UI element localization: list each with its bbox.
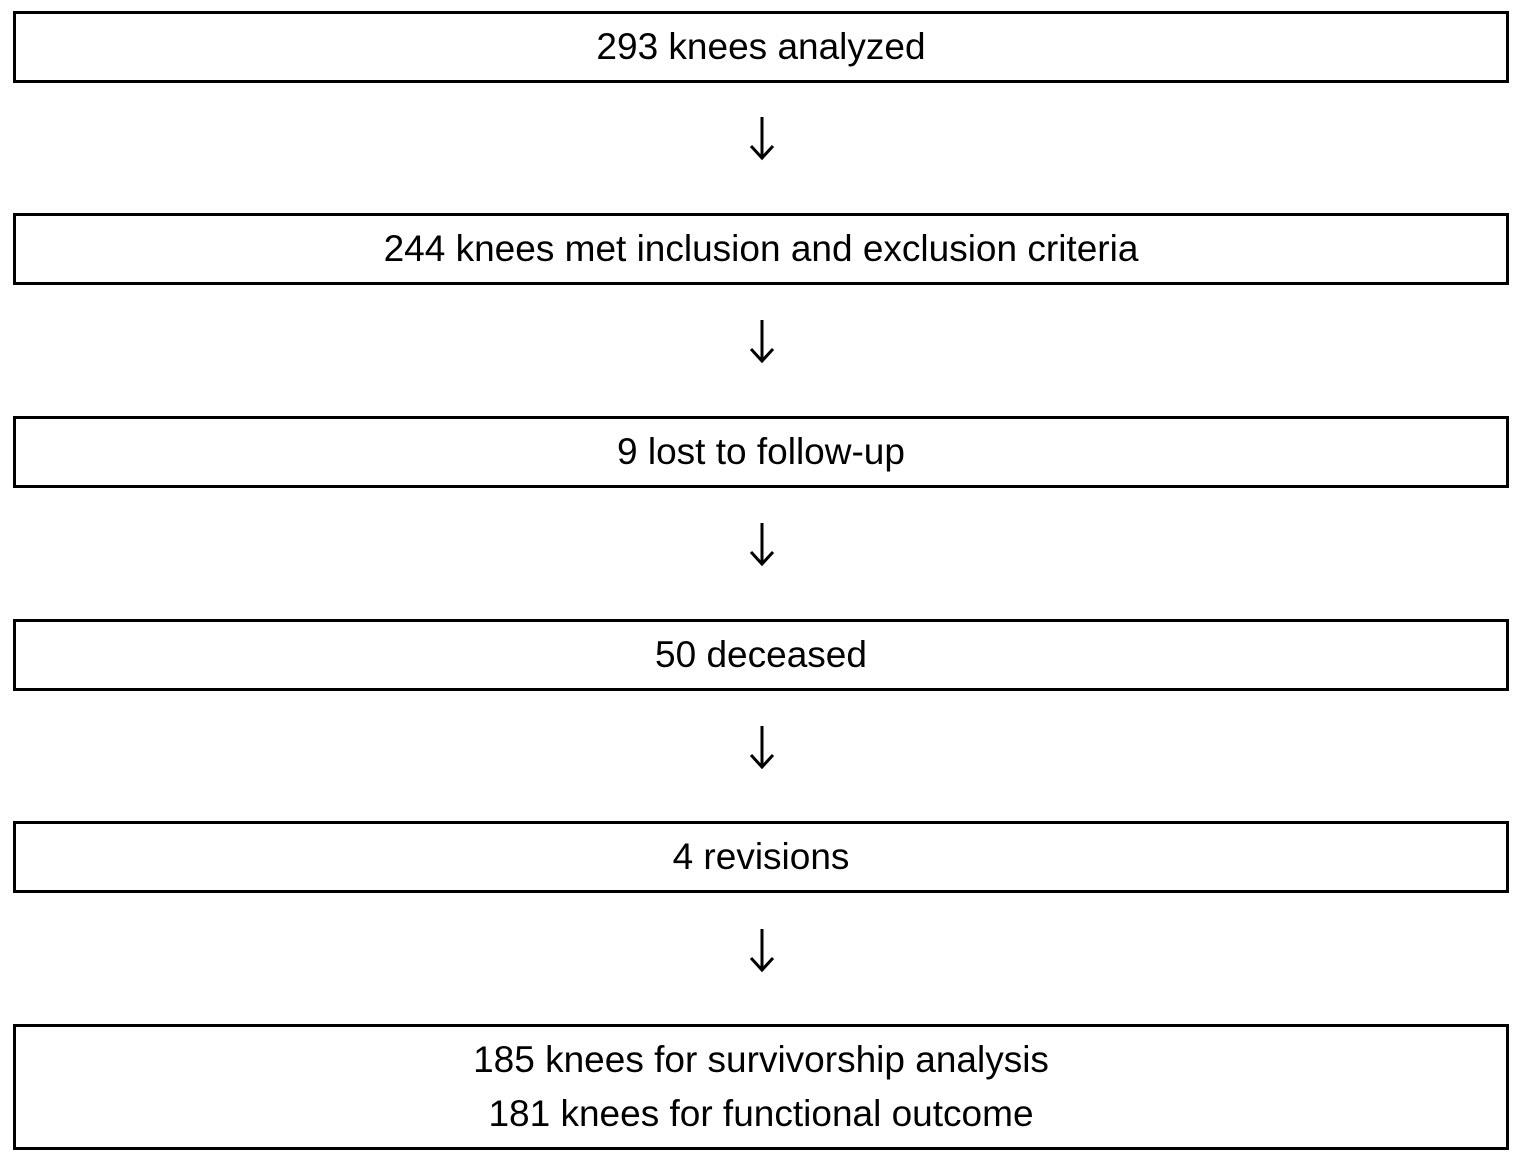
flow-box-text: 293 knees analyzed — [596, 26, 926, 67]
flow-box-text: 9 lost to follow-up — [617, 431, 905, 472]
flow-box-inclusion-criteria — [13, 213, 1509, 285]
down-arrow-icon — [742, 722, 782, 772]
flow-box-lost-to-follow-up — [13, 416, 1509, 488]
down-arrow-icon — [742, 316, 782, 366]
flow-box-text-survivorship: 185 knees for survivorship analysis — [473, 1039, 1049, 1080]
flow-box-text: 4 revisions — [672, 836, 850, 877]
flow-box-final-cohort — [13, 1024, 1509, 1150]
flow-box-knees-analyzed — [13, 11, 1509, 83]
flow-box-revisions — [13, 821, 1509, 893]
flow-box-text-functional: 181 knees for functional outcome — [488, 1093, 1034, 1134]
flow-box-text: 244 knees met inclusion and exclusion criteria — [383, 228, 1139, 269]
flow-box-text: 50 deceased — [655, 634, 867, 675]
down-arrow-icon — [742, 519, 782, 569]
down-arrow-icon — [742, 925, 782, 975]
flow-box-deceased — [13, 619, 1509, 691]
down-arrow-icon — [742, 113, 782, 163]
